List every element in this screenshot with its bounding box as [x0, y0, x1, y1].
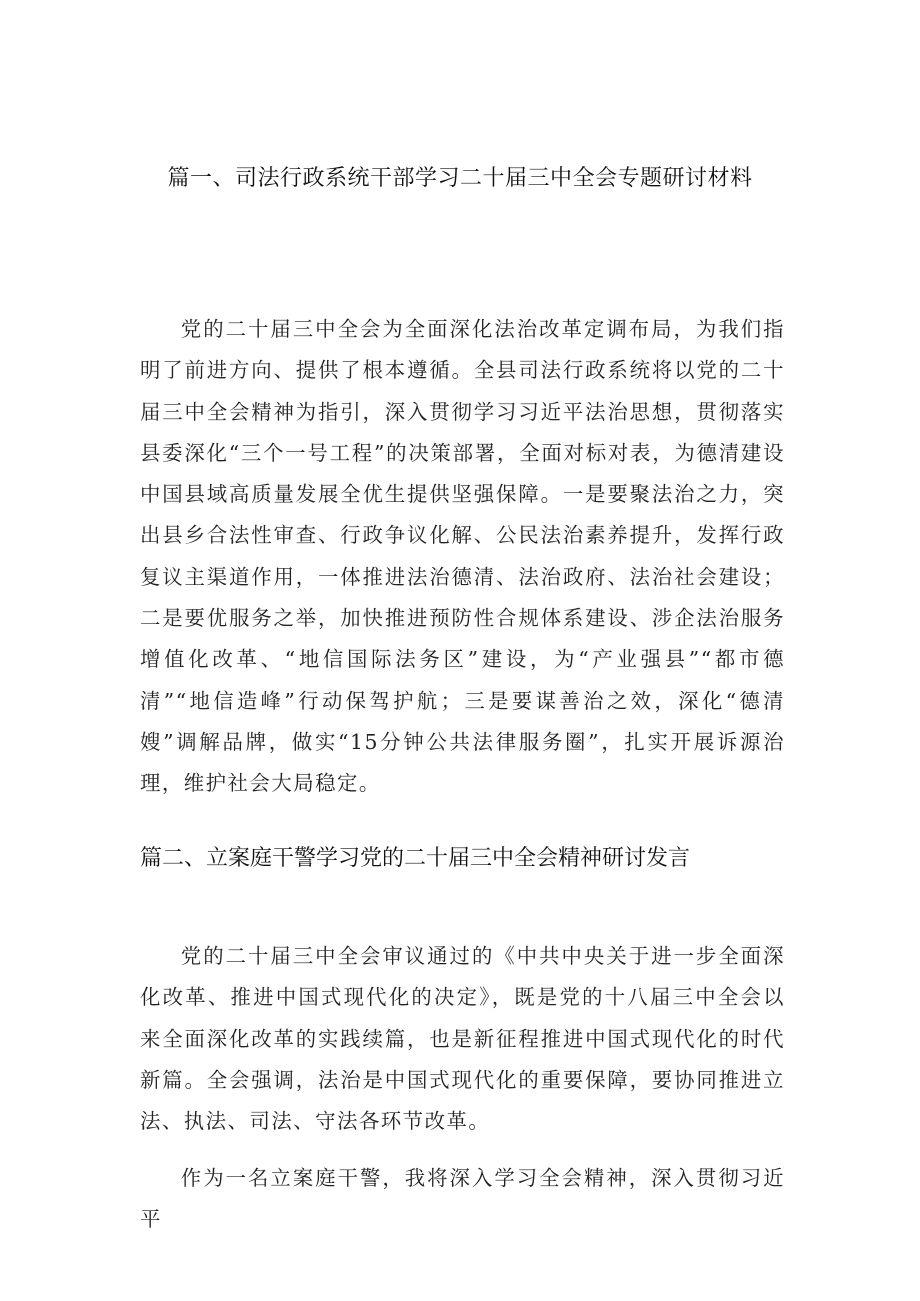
section-1-paragraph: 党的二十届三中全会为全面深化法治改革定调布局，为我们指明了前进方向、提供了根本遵循。全县司法行政系统将以党的二十届三中全会精神为指引，深入贯彻学习习近平法治思想，贯彻落实县委深化“三个一号工程”的决策部署，全面对标对表，为德清建设中国县域高质量发展全优生提供坚强保障。一是要聚法治之力，突出县乡合法性审查、行政争议化解、公民法治素养提升，发挥行政复议主渠道作用，一体推进法治德清、法治政府、法治社会建设；二是要优服务之举，加快推进预防性合规体系建设、涉企法治服务增值化改革、“地信国际法务区”建设，为“产业强县”“都市德清”“地信造峰”行动保驾护航；三是要谋善治之效，深化“德清嫂”调解品牌，做实“15分钟公共法律服务圈”，扎实开展诉源治理，维护社会大局稳定。: [140, 317, 785, 796]
section-1-title: 篇一、司法行政系统干部学习二十届三中全会专题研讨材料: [167, 166, 753, 191]
section-2-title: 篇二、立案庭干警学习党的二十届三中全会精神研讨发言: [140, 846, 691, 871]
section-2-paragraph-1: 党的二十届三中全会审议通过的《中共中央关于进一步全面深化改革、推进中国式现代化的决定》，既是党的十八届三中全会以来全面深化改革的实践续篇，也是新征程推进中国式现代化的时代新篇。全会强调，法治是中国式现代化的重要保障，要协同推进立法、执法、司法、守法各环节改革。: [140, 944, 785, 1134]
section-2-paragraph-2: 作为一名立案庭干警，我将深入学习全会精神，深入贯彻习近平: [140, 1166, 785, 1232]
